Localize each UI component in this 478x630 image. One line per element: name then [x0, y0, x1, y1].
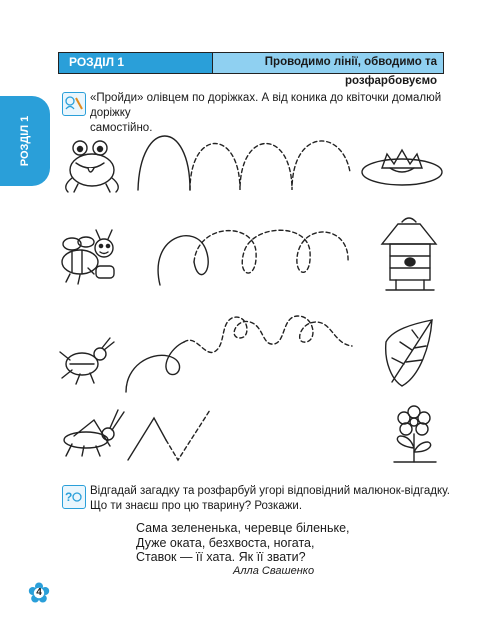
leaf-icon: [386, 320, 432, 386]
page-number: 4: [36, 587, 42, 598]
dashed-loop-path: [194, 230, 348, 273]
poem-line: Дуже оката, безхвоста, ногата,: [136, 535, 315, 550]
grasshopper-icon: [64, 410, 124, 456]
solid-arch-path: [138, 136, 190, 190]
poem-line: Сама зелененька, черевце біленьке,: [136, 521, 350, 535]
section-title: Проводимо лінії, обводимо та розфарбовуємо: [213, 53, 443, 73]
svg-text:?: ?: [65, 490, 73, 504]
solid-zigzag-path: [128, 418, 166, 460]
task1-instruction: «Пройди» олівцем по доріжках. А від коника до квіточки домалюй доріжку самостійно.: [90, 92, 442, 134]
water-lily-icon: [362, 150, 442, 185]
task2-instruction: Відгадай загадку та розфарбуй угорі відповідний малюнок-відгадку. Що ти знаєш про цю тварину? Розкажи.: [90, 485, 450, 512]
solid-loop-path: [158, 236, 208, 285]
dashed-zigzag-path: [166, 410, 210, 460]
section-label: РОЗДІЛ 1: [59, 53, 213, 73]
side-tab-label: РОЗДІЛ 1: [19, 115, 31, 167]
flower-plant-icon: [394, 406, 436, 462]
poem-author: Алла Свашенко: [233, 565, 315, 577]
dashed-wave-path: [184, 316, 352, 352]
solid-wave-path: [126, 342, 184, 392]
frog-icon: [66, 141, 119, 192]
bee-icon: [62, 230, 114, 284]
poem-line: Ставок — її хата. Як її звати?: [136, 550, 306, 564]
beehive-icon: [382, 218, 436, 290]
beetle-icon: [60, 338, 114, 384]
dashed-arch-path: [190, 141, 350, 190]
